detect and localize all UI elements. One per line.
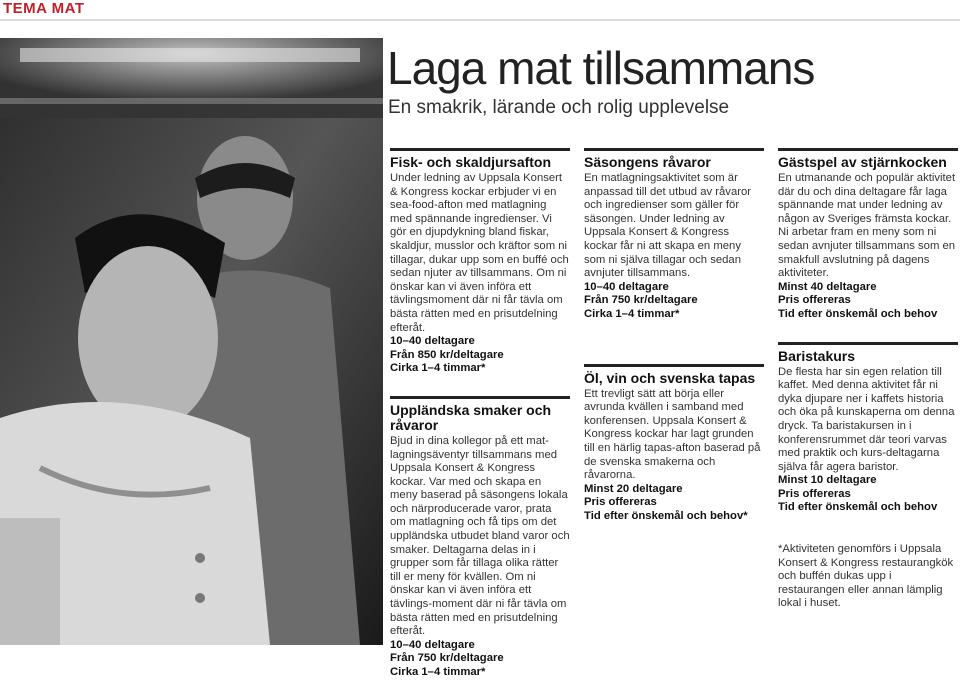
section-barista: [778, 342, 958, 516]
detail-participants: Minst 40 deltagare: [778, 280, 877, 293]
detail-price: Från 750 kr/deltagare: [584, 294, 698, 307]
section-rule: [778, 342, 958, 345]
section-body: En utmanande och populär aktivitet där du och dina deltagare får laga spännande mat under ledning av någon av Sveriges främsta kockar. Ni arbetar fram en meny som ni sedan avnjuter tillsammans som en smakfull avslutning på dagens aktiviteter.: [778, 172, 956, 280]
chefs-photo: [0, 38, 383, 645]
detail-duration: Cirka 1–4 timmar*: [390, 666, 486, 678]
section-rule: [584, 364, 764, 367]
detail-participants: Minst 10 deltagare: [778, 474, 877, 487]
detail-duration: Tid efter önskemål och behov*: [584, 509, 748, 522]
section-ol-vin: [584, 364, 764, 524]
section-heading: Uppländska smaker och råvaror: [390, 401, 552, 433]
detail-price: Pris offereras: [778, 487, 851, 500]
column-1: [390, 148, 570, 700]
section-rule: [390, 396, 570, 399]
detail-price: Pris offereras: [584, 496, 657, 509]
detail-participants: 10–40 deltagare: [390, 335, 475, 348]
section-tag: TEMA MAT: [0, 0, 84, 18]
section-body: Ett trevligt sätt att börja eller avrunda kvällen i samband med konferensen. Uppsala Konsert & Kongress kockar har lagt grunden till en härlig tapas-afton baserad på de svenska smakerna och råvarorna.: [584, 387, 761, 482]
section-rule: [778, 148, 958, 151]
section-body: Under ledning av Uppsala Konsert & Kongress kockar erbjuder vi en sea-food-afton med matlagning med spännande ingredienser. Vi gör en djupdykning bland fiskar, skaldjur, musslor och kräftor som ni tillagar, dukar upp som en buffé och sedan njuter av tillsammans. Om ni önskar kan vi även införa ett tävlingsmoment där ni får tävla om bästa rätten med en prisutdelning efteråt.: [390, 172, 569, 334]
page-title: Laga mat tillsammans: [387, 42, 815, 94]
page-subtitle: En smakrik, lärande och rolig upplevelse: [388, 97, 730, 118]
column-3: [778, 148, 958, 622]
section-body: En matlagningsaktivitet som är anpassad till det utbud av råvaror och ingredienser som gäller för säsongen. Under ledning av Uppsala Konsert & Kongress kockar får ni att skapa en meny som ni själva tillagar och sedan avnjuter tillsammans.: [584, 172, 752, 280]
footnote: *Aktiviteten genomförs i Uppsala Konsert & Kongress restaurangkök och buffén dukas upp i restaurangen eller annan lämplig lokal i huset.: [778, 543, 954, 610]
section-heading: Gästspel av stjärnkocken: [778, 154, 947, 170]
section-heading: Baristakurs: [778, 347, 856, 364]
section-body: Bjud in dina kollegor på ett mat-lagningsäventyr tillsammans med Uppsala Konsert & Kongress kockar. Var med och skapa en meny baserad på säsongens lokala och närproducerade varor, prata om matlagning och få tips om det uppländska utbudet bland varor och smaker. Deltagarna delas in i grupper som får tillaga olika rätter till er meny för kvällen. Om ni önskar kan vi även införa ett tävlings-moment där ni får tävla om bästa rätten med en prisutdelning efteråt.: [390, 434, 570, 638]
section-sasong: [584, 148, 764, 322]
detail-duration: Cirka 1–4 timmar*: [390, 362, 486, 375]
detail-duration: Tid efter önskemål och behov: [778, 501, 938, 514]
detail-price: Från 750 kr/deltagare: [390, 652, 504, 665]
detail-price: Pris offereras: [778, 294, 851, 307]
section-gastspel: [778, 148, 958, 322]
section-body: De flesta har sin egen relation till kaffet. Med denna aktivitet får ni dyka djupare ner i kaffets historia och öka på kunskaperna om denna dryck. Ta baristakursen in i konferensrummet där teori varvas med praktik och kurs-deltagarna själva får agera baristor.: [778, 365, 955, 473]
detail-duration: Cirka 1–4 timmar*: [584, 307, 680, 320]
detail-participants: 10–40 deltagare: [584, 280, 669, 293]
detail-duration: Tid efter önskemål och behov: [778, 307, 938, 320]
column-2: [584, 148, 764, 543]
detail-price: Från 850 kr/deltagare: [390, 348, 504, 361]
section-rule: [390, 148, 570, 151]
header-divider: [0, 19, 960, 21]
detail-participants: Minst 20 deltagare: [584, 482, 683, 495]
section-heading: Öl, vin och svenska tapas: [584, 369, 756, 386]
section-upplandska: [390, 396, 570, 680]
section-rule: [584, 148, 764, 151]
section-heading: Säsongens råvaror: [584, 154, 711, 170]
section-fisk: [390, 148, 570, 376]
section-heading: Fisk- och skaldjursafton: [390, 154, 552, 170]
detail-participants: 10–40 deltagare: [390, 638, 475, 651]
